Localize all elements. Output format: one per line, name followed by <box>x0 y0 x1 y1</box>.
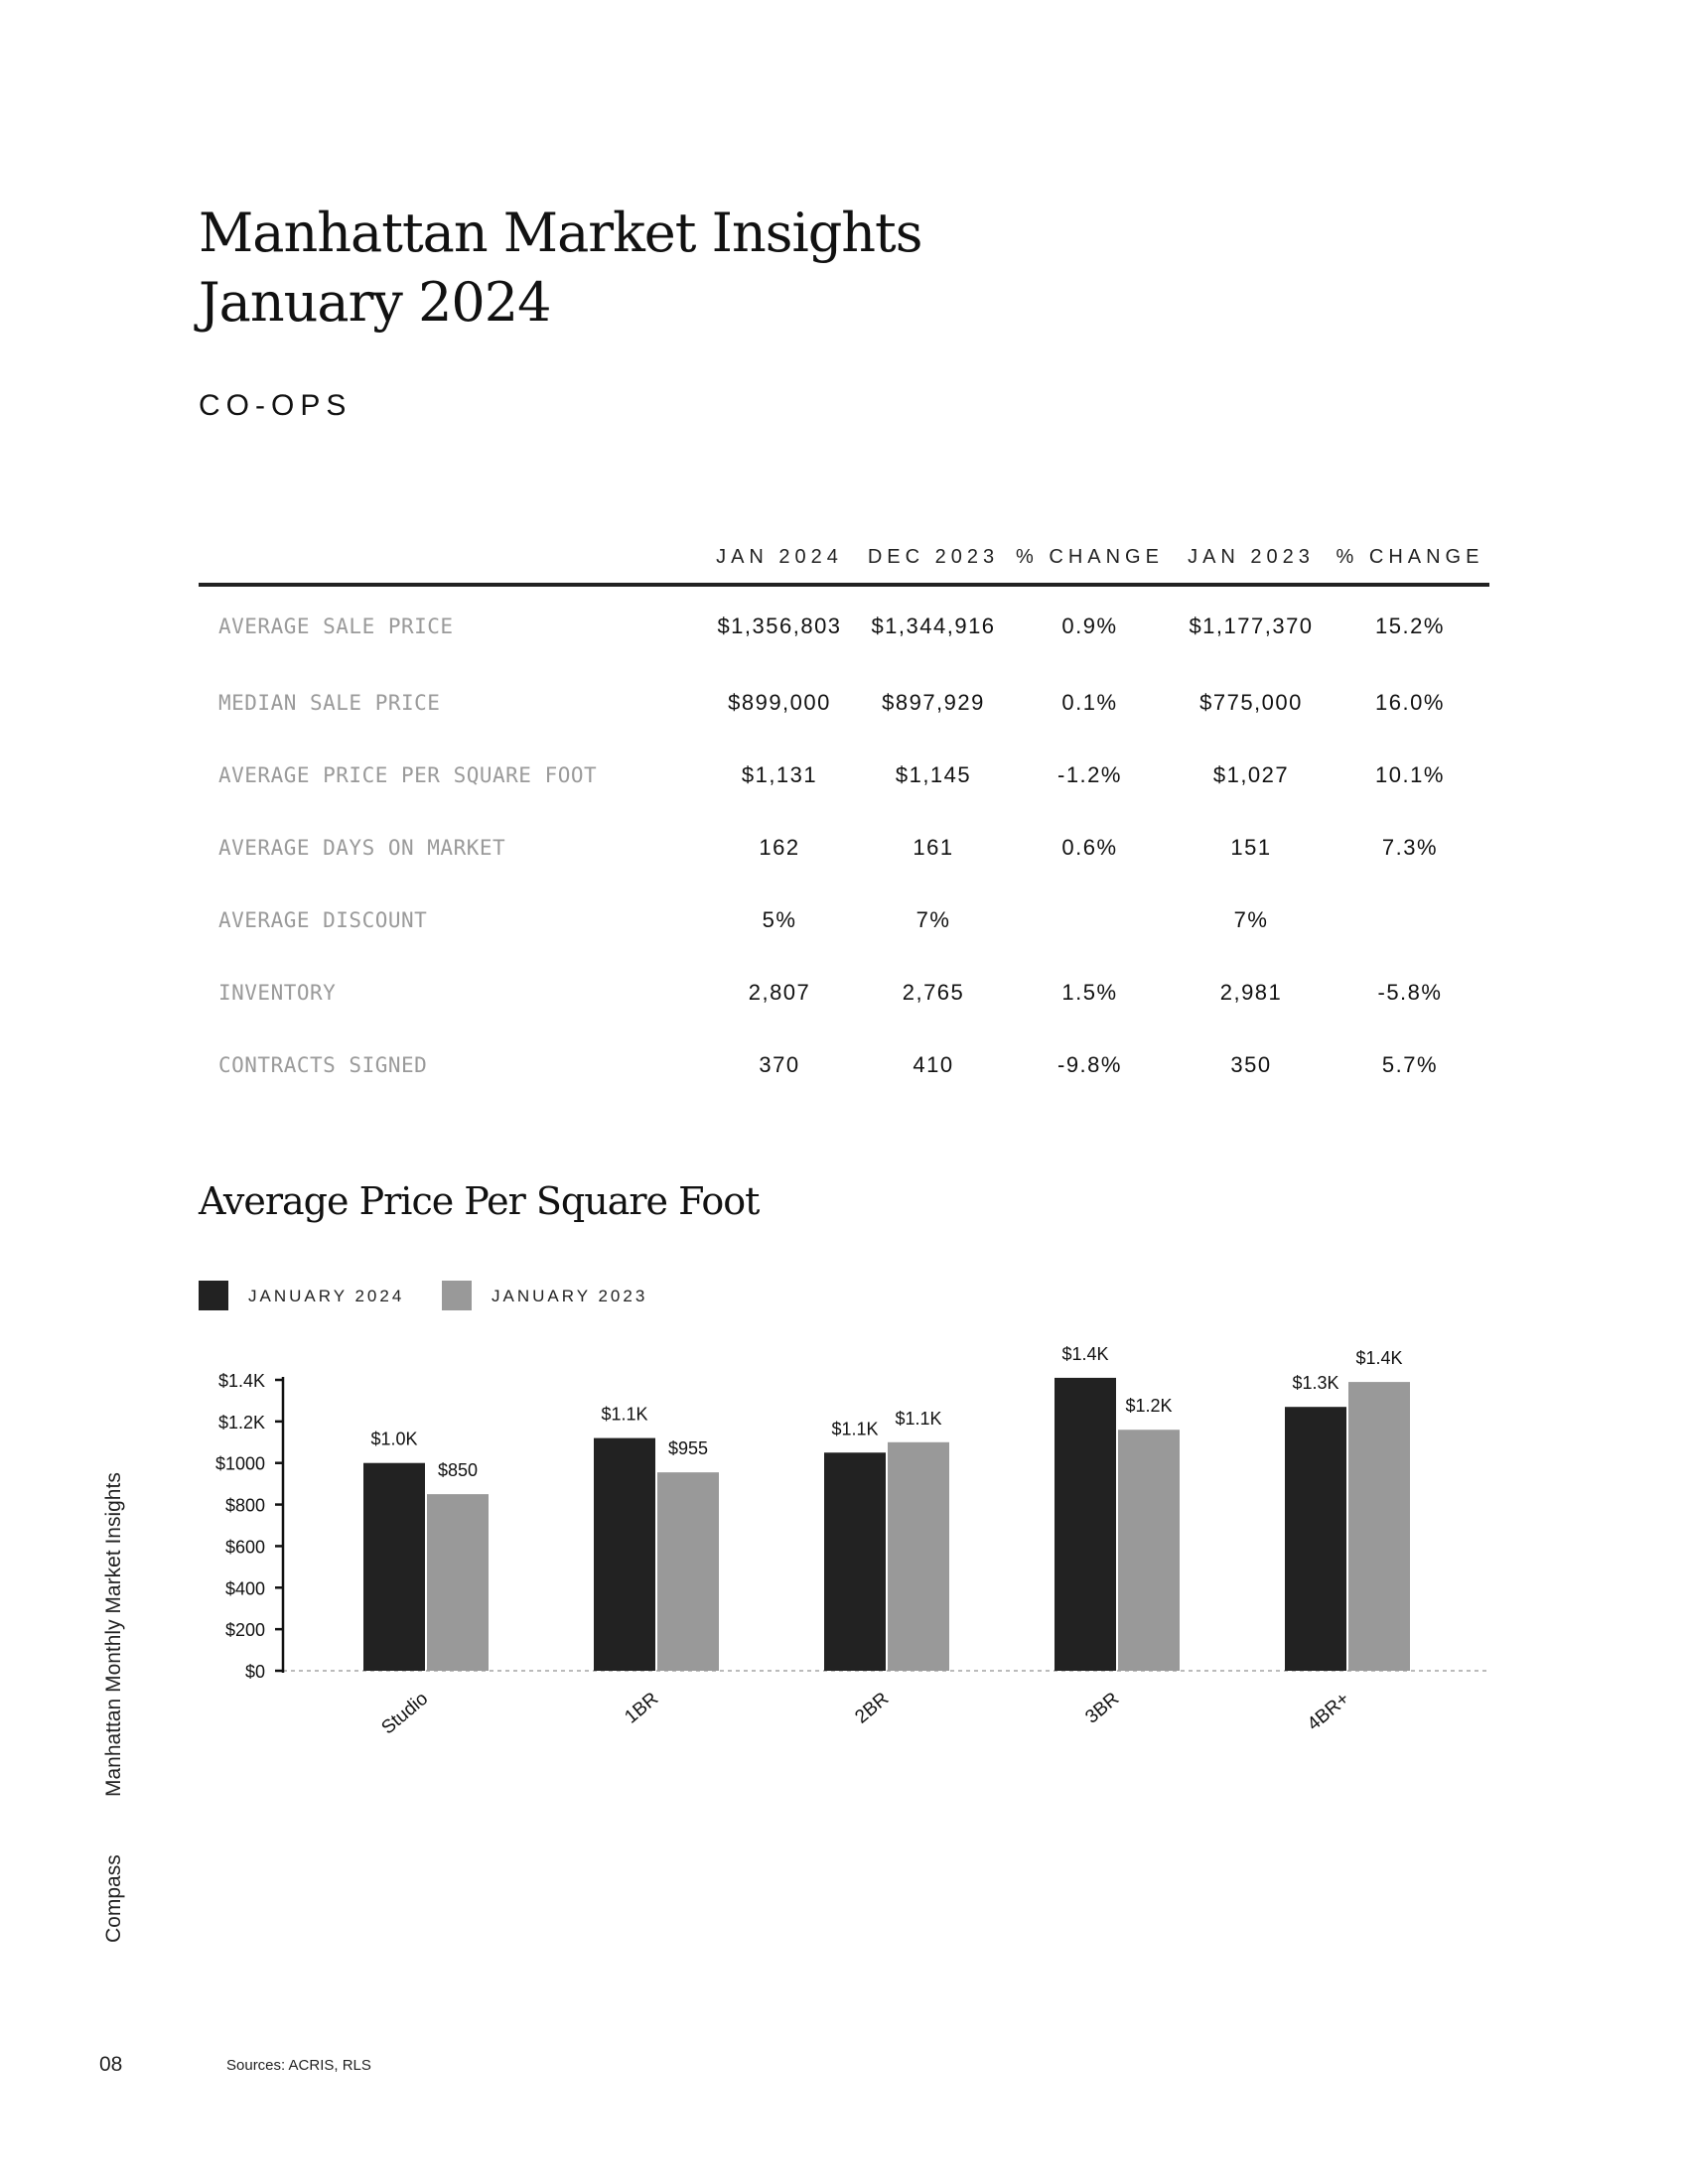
table-cell: 15.2% <box>1375 614 1445 638</box>
table-cell: $1,177,370 <box>1189 614 1314 638</box>
bar-value-label: $850 <box>437 1460 479 1481</box>
bar-value-label: $1.4K <box>1355 1348 1403 1369</box>
y-tick-label: $200 <box>224 1620 265 1641</box>
table-cell: 161 <box>913 834 954 860</box>
bar-value-label: $1.2K <box>1125 1396 1173 1417</box>
table-cell: 7.3% <box>1381 834 1439 860</box>
table-cell: $1,356,803 <box>717 614 842 638</box>
table-cell: 410 <box>913 1051 954 1077</box>
metric-label: MEDIAN SALE PRICE <box>218 690 441 715</box>
table-cell: 2,981 <box>1219 979 1283 1005</box>
y-tick-label: $800 <box>224 1495 265 1516</box>
y-tick-label: $1.2K <box>217 1412 265 1433</box>
legend-label-jan-2024: JANUARY 2024 <box>248 1287 405 1305</box>
table-cell: $775,000 <box>1199 689 1303 715</box>
table-cell: 370 <box>759 1051 800 1077</box>
table-cell: $1,027 <box>1212 761 1290 787</box>
table-cell: $899,000 <box>728 689 831 715</box>
section-label: CO-OPS <box>199 389 352 422</box>
table-cell: 0.6% <box>1061 834 1118 860</box>
table-cell: 10.1% <box>1375 761 1445 787</box>
column-header-dec-2023: DEC 2023 <box>859 531 1008 585</box>
x-category-label: 2BR <box>851 1688 894 1728</box>
column-header-jan-2023: JAN 2023 <box>1172 531 1331 585</box>
bar-value-label: $1.0K <box>370 1429 418 1449</box>
column-header-pct-change-year: % CHANGE <box>1331 531 1489 585</box>
table-cell: 2,765 <box>902 979 965 1005</box>
table-cell: 7% <box>1233 906 1269 932</box>
table-cell: 2,807 <box>748 979 811 1005</box>
bar-value-label: $1.3K <box>1292 1373 1339 1394</box>
title-line-1: Manhattan Market Insights <box>199 202 922 264</box>
y-tick-label: $1.4K <box>217 1371 265 1391</box>
metric-label: CONTRACTS SIGNED <box>218 1052 428 1077</box>
bar <box>1348 1382 1410 1671</box>
table-cell: 1.5% <box>1061 979 1118 1005</box>
x-category-label: 4BR+ <box>1303 1688 1354 1735</box>
x-category-label: 3BR <box>1081 1688 1124 1728</box>
table-cell: -9.8% <box>1057 1051 1122 1077</box>
bar <box>1285 1407 1346 1671</box>
chart-title: Average Price Per Square Foot <box>199 1179 760 1223</box>
bar-value-label: $955 <box>667 1438 709 1459</box>
bar-value-label: $1.1K <box>601 1404 648 1425</box>
metric-label: INVENTORY <box>218 980 337 1005</box>
metric-label: AVERAGE DAYS ON MARKET <box>218 835 506 860</box>
bar <box>888 1442 949 1671</box>
bar <box>657 1472 719 1671</box>
metric-label: AVERAGE SALE PRICE <box>218 614 454 638</box>
legend-label-jan-2023: JANUARY 2023 <box>492 1287 648 1305</box>
y-tick-label: $600 <box>224 1537 265 1558</box>
table-cell: 151 <box>1230 834 1272 860</box>
page-number: 08 <box>99 2053 123 2076</box>
bar <box>824 1452 886 1671</box>
table-cell: 5.7% <box>1381 1051 1439 1077</box>
bar <box>1055 1378 1116 1671</box>
side-brand-name: Compass <box>102 1854 125 1943</box>
x-category-label: 1BR <box>621 1688 663 1728</box>
table-cell: 7% <box>915 906 951 932</box>
y-tick-label: $0 <box>244 1662 265 1682</box>
table-cell: 0.1% <box>1061 689 1118 715</box>
bar <box>1118 1430 1180 1671</box>
bar-value-label: $1.1K <box>831 1419 879 1439</box>
table-cell: $1,131 <box>741 761 818 787</box>
table-cell: 16.0% <box>1375 689 1445 715</box>
table-cell: $1,344,916 <box>871 614 996 638</box>
metric-label: AVERAGE PRICE PER SQUARE FOOT <box>218 762 598 787</box>
column-header-pct-change-month: % CHANGE <box>1008 531 1172 585</box>
bar <box>427 1494 489 1671</box>
bar <box>594 1438 655 1671</box>
sources-note: Sources: ACRIS, RLS <box>226 2057 371 2074</box>
table-cell: $1,145 <box>895 761 972 787</box>
table-cell: 0.9% <box>1061 614 1118 638</box>
side-publication-name: Manhattan Monthly Market Insights <box>102 1472 125 1797</box>
title-line-2: January 2024 <box>199 271 551 334</box>
column-header-jan-2024: JAN 2024 <box>700 531 859 585</box>
bar-value-label: $1.1K <box>895 1408 942 1429</box>
table-cell: -5.8% <box>1377 979 1443 1005</box>
table-cell: 162 <box>759 834 800 860</box>
bar-value-label: $1.4K <box>1061 1343 1109 1364</box>
bar <box>363 1463 425 1671</box>
y-tick-label: $1000 <box>214 1453 265 1474</box>
table-cell: $897,929 <box>882 689 985 715</box>
y-tick-label: $400 <box>224 1578 265 1599</box>
table-cell: 5% <box>762 906 797 932</box>
table-cell: 350 <box>1230 1051 1272 1077</box>
table-cell: -1.2% <box>1057 761 1122 787</box>
metric-label: AVERAGE DISCOUNT <box>218 907 428 932</box>
x-category-label: Studio <box>377 1688 433 1739</box>
